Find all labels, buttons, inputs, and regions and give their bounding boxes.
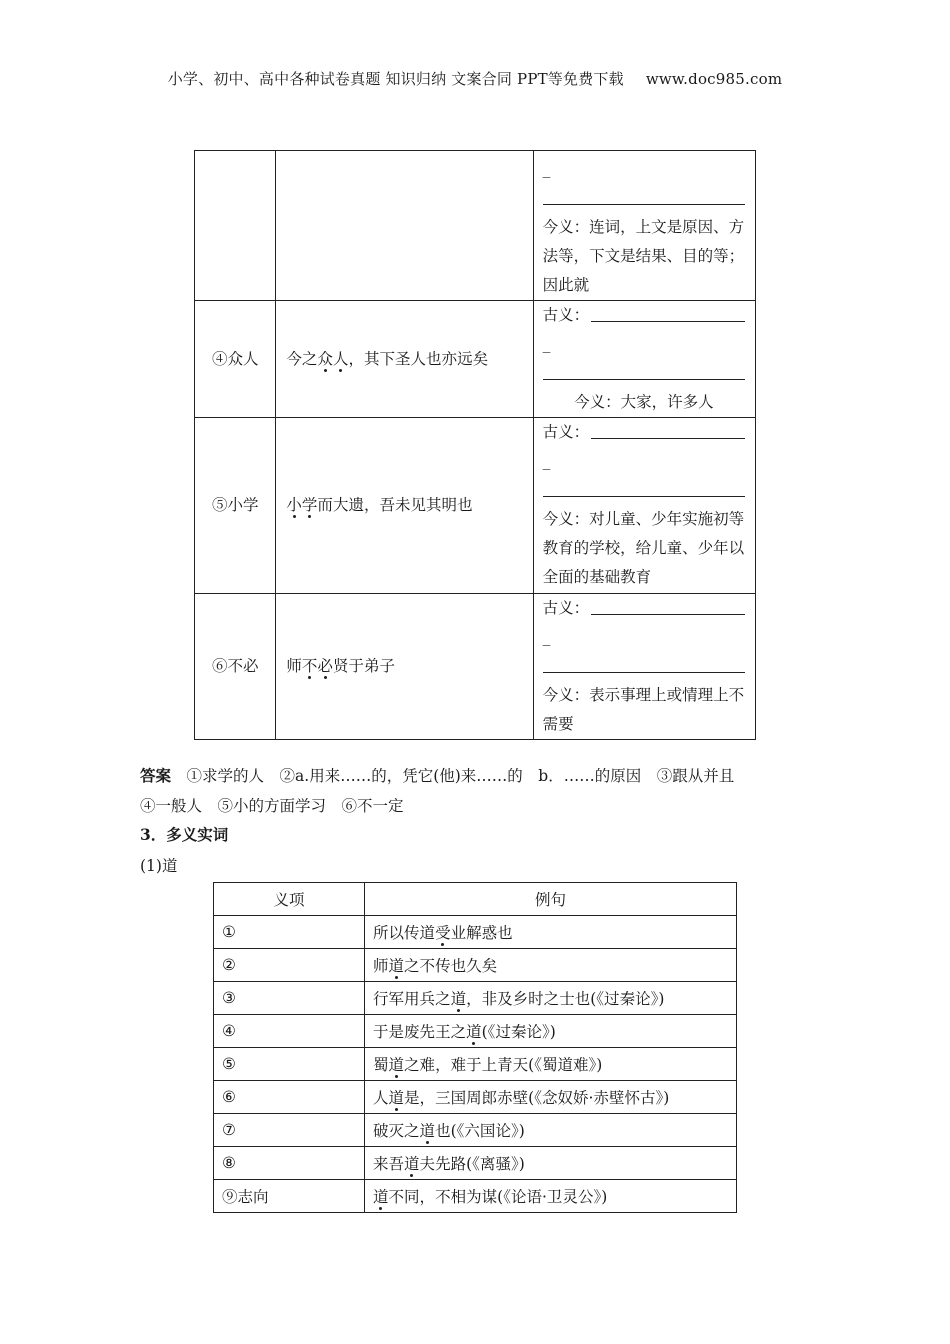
example-cell: 破灭之道也(《六国论》) xyxy=(365,1114,737,1147)
sentence-cell xyxy=(276,594,533,740)
ancient-label: 古义： xyxy=(542,423,590,441)
item-cell: ⑨志向 xyxy=(214,1180,365,1213)
item-cell: ⑥ xyxy=(214,1081,365,1114)
example-cell: 道不同，不相为谋(《论语·卫灵公》) xyxy=(365,1180,737,1213)
answer-text: ①求学的人 ②a.用来……的，凭它(他)来……的 b．……的原因 ③跟从并且 xyxy=(186,767,735,785)
emphasis-char: 道 xyxy=(466,1023,482,1041)
column-header: 例句 xyxy=(365,883,737,916)
table-row xyxy=(195,301,756,418)
item-cell: ① xyxy=(214,916,365,949)
example-cell: 来吾道夫先路(《离骚》) xyxy=(365,1147,737,1180)
emphasis-char: 小 xyxy=(286,496,302,514)
item-cell: ② xyxy=(214,949,365,982)
table-row xyxy=(214,1180,737,1213)
answer-line-2: ④一般人 ⑤小的方面学习 ⑥不一定 xyxy=(140,797,404,815)
sentence-cell xyxy=(276,151,533,301)
blank-dash: _ xyxy=(542,452,551,470)
item-cell: ④ xyxy=(214,1015,365,1048)
word-cell: ⑤小学 xyxy=(195,418,276,594)
modern-meaning: 今义：大家，许多人 xyxy=(574,393,714,411)
word-cell xyxy=(195,151,276,301)
answer-blank xyxy=(543,476,745,497)
header-site: www.doc985.com xyxy=(645,70,783,88)
answer-blank xyxy=(591,594,745,615)
table-row xyxy=(214,1015,737,1048)
ancient-meaning xyxy=(543,301,745,330)
sentence-text: 师不必贤于弟子 xyxy=(286,657,395,675)
modern-meaning: 今义：对儿童、少年实施初等教育的学校，给儿童、少年以全面的基础教育 xyxy=(542,510,745,586)
blank-dash: _ xyxy=(542,335,551,353)
table-row xyxy=(214,949,737,982)
ancient-label: 古义： xyxy=(542,599,590,617)
ancient-meaning xyxy=(543,418,745,447)
answer-blank xyxy=(543,652,745,673)
ancient-meaning xyxy=(543,594,745,623)
answer-blank xyxy=(543,184,745,205)
example-cell: 师道之不传也久矣 xyxy=(365,949,737,982)
column-header: 义项 xyxy=(214,883,365,916)
sentence-text: 今之众人，其下圣人也亦远矣 xyxy=(286,349,489,368)
sentence-cell xyxy=(276,301,533,418)
emphasis-char: 道 xyxy=(388,957,405,975)
emphasis-char: 道 xyxy=(419,1122,436,1140)
answer-label: 答案 xyxy=(140,766,172,785)
section-subtitle: (1)道 xyxy=(140,857,178,875)
example-cell: 人道是，三国周郎赤壁(《念奴娇·赤壁怀古》) xyxy=(365,1081,737,1114)
answer-blank xyxy=(591,418,745,439)
header-text: 小学、初中、高中各种试卷真题 知识归纳 文案合同 PPT等免费下载 xyxy=(167,70,624,88)
example-cell: 于是废先王之道(《过秦论》) xyxy=(365,1015,737,1048)
table-row xyxy=(214,1114,737,1147)
blank-dash: _ xyxy=(542,160,551,178)
example-cell: 行军用兵之道，非及乡时之士也(《过秦论》) xyxy=(365,982,737,1015)
emphasis-char: 受 xyxy=(435,924,451,942)
polysemy-table xyxy=(213,882,737,1213)
table-row xyxy=(195,151,756,301)
sentence-text: 小学而大遗，吾未见其明也 xyxy=(286,496,473,514)
section-title: 3．多义实词 xyxy=(140,825,229,844)
table-header-row xyxy=(214,883,737,916)
ancient-label: 古义： xyxy=(542,306,590,324)
example-cell: 所以传道受业解惑也 xyxy=(365,916,737,949)
answer-blank xyxy=(591,301,745,322)
definition-cell xyxy=(533,301,755,418)
table-row xyxy=(195,418,756,594)
table-row xyxy=(195,594,756,740)
definition-cell xyxy=(533,151,755,301)
emphasis-char: 道 xyxy=(388,1056,405,1074)
emphasis-char: 人 xyxy=(332,349,349,368)
modern-meaning: 今义：连词，上文是原因、方法等，下文是结果、目的等；因此就 xyxy=(542,218,745,294)
emphasis-char: 道 xyxy=(373,1188,389,1206)
answer-blank xyxy=(543,359,745,380)
emphasis-char: 道 xyxy=(388,1089,405,1107)
table-row xyxy=(214,1147,737,1180)
emphasis-char: 道 xyxy=(404,1155,420,1173)
item-cell: ③ xyxy=(214,982,365,1015)
word-meaning-table xyxy=(194,150,756,740)
item-cell: ⑤ xyxy=(214,1048,365,1081)
table-row xyxy=(214,1081,737,1114)
item-cell: ⑦ xyxy=(214,1114,365,1147)
definition-cell xyxy=(533,418,755,594)
emphasis-char: 必 xyxy=(317,657,333,675)
item-cell: ⑧ xyxy=(214,1147,365,1180)
emphasis-char: 学 xyxy=(301,496,318,514)
emphasis-char: 不 xyxy=(301,657,318,675)
answer-line-1 xyxy=(140,764,734,786)
table-row xyxy=(214,982,737,1015)
blank-dash: _ xyxy=(542,628,551,646)
page-header xyxy=(0,68,950,89)
word-cell: ⑥不必 xyxy=(195,594,276,740)
sentence-cell xyxy=(276,418,533,594)
table-row xyxy=(214,1048,737,1081)
example-cell: 蜀道之难，难于上青天(《蜀道难》) xyxy=(365,1048,737,1081)
emphasis-char: 众 xyxy=(317,349,333,368)
modern-meaning: 今义：表示事理上或情理上不需要 xyxy=(542,686,745,733)
word-cell: ④众人 xyxy=(195,301,276,418)
emphasis-char: 道 xyxy=(450,990,467,1008)
definition-cell xyxy=(533,594,755,740)
table-row xyxy=(214,916,737,949)
